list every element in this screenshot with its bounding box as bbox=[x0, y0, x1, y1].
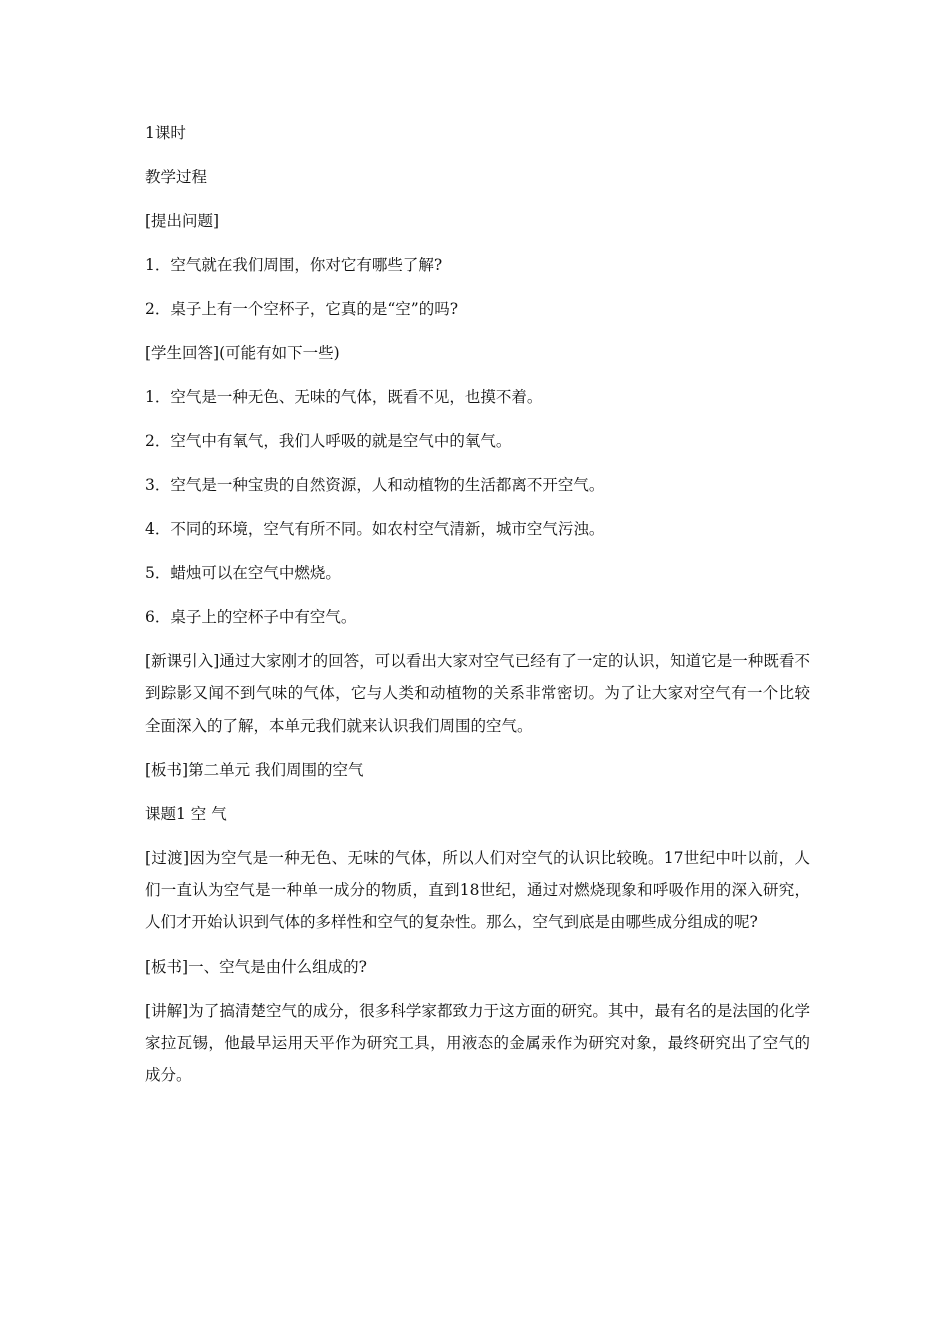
answer-item: 1．空气是一种无色、无味的气体，既看不见，也摸不着。 bbox=[145, 388, 543, 406]
answer-item: 2．空气中有氧气，我们人呼吸的就是空气中的氧气。 bbox=[145, 432, 512, 450]
answer-item: 3．空气是一种宝贵的自然资源，人和动植物的生活都离不开空气。 bbox=[145, 476, 605, 494]
document-body bbox=[145, 122, 810, 1109]
question-item: 2．桌子上有一个空杯子，它真的是“空”的吗? bbox=[145, 300, 459, 318]
lesson-duration: 1课时 bbox=[145, 124, 186, 142]
answer-item: 6．桌子上的空杯子中有空气。 bbox=[145, 608, 357, 626]
section-heading-process: 教学过程 bbox=[145, 168, 208, 186]
section-label-answers: [学生回答](可能有如下一些) bbox=[145, 344, 340, 362]
explain-paragraph: [讲解]为了搞清楚空气的成分，很多科学家都致力于这方面的研究。其中，最有名的是法国的化学家拉瓦锡，他最早运用天平作为研究工具，用液态的金属汞作为研究对象，最终研究出了空气的成分。 bbox=[145, 1001, 810, 1085]
answer-item: 4．不同的环境，空气有所不同。如农村空气清新，城市空气污浊。 bbox=[145, 520, 605, 538]
answer-item: 5．蜡烛可以在空气中燃烧。 bbox=[145, 564, 341, 582]
transition-paragraph: [过渡]因为空气是一种无色、无味的气体，所以人们对空气的认识比较晚。17世纪中叶以前，人们一直认为空气是一种单一成分的物质，直到18世纪，通过对燃烧现象和呼吸作用的深入研究，人们才开始认识到气体的多样性和空气的复杂性。那么，空气到底是由哪些成分组成的呢? bbox=[145, 848, 810, 932]
question-item: 1．空气就在我们周围，你对它有哪些了解? bbox=[145, 256, 443, 274]
intro-paragraph: [新课引入]通过大家刚才的回答，可以看出大家对空气已经有了一定的认识，知道它是一种既看不到踪影又闻不到气味的气体，它与人类和动植物的关系非常密切。为了让大家对空气有一个比较全面深入的了解，本单元我们就来认识我们周围的空气。 bbox=[145, 652, 810, 735]
board-question-heading: [板书]一、空气是由什么组成的? bbox=[145, 957, 367, 976]
section-label-questions: [提出问题] bbox=[145, 212, 220, 230]
lesson-title: 课题1 空 气 bbox=[145, 804, 227, 823]
board-unit-heading: [板书]第二单元 我们周围的空气 bbox=[145, 760, 364, 779]
